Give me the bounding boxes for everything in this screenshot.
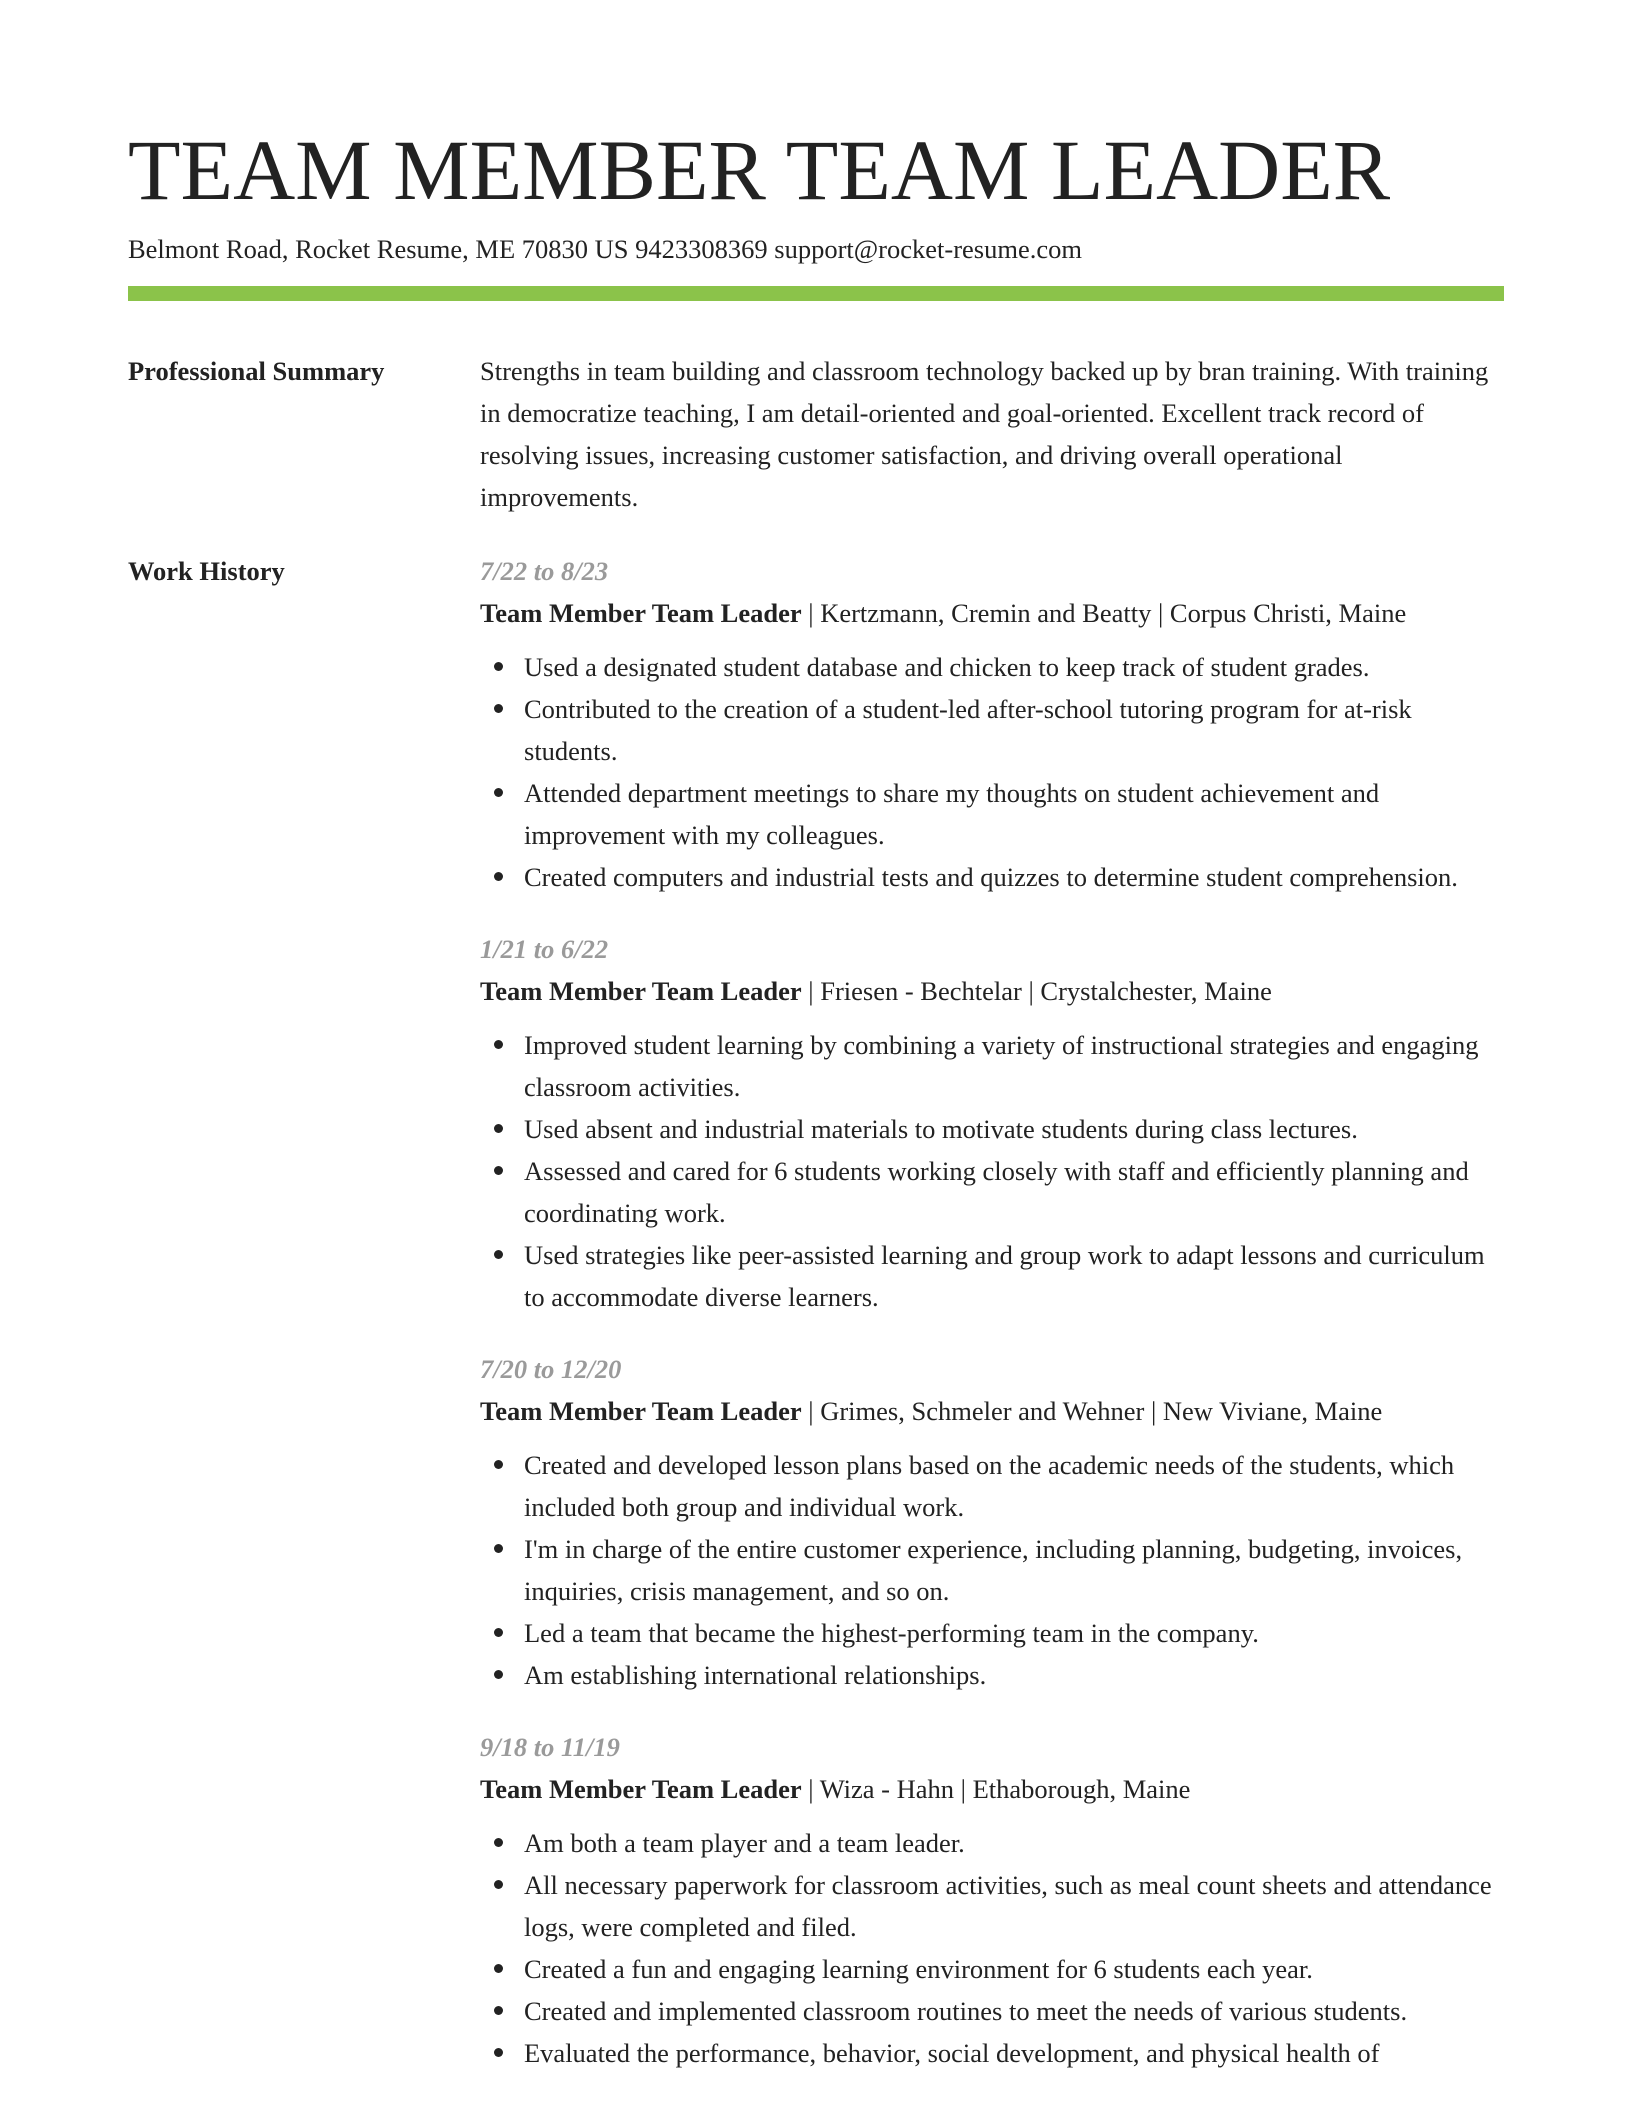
contact-address: Belmont Road, Rocket Resume, ME 70830 US <box>128 234 629 264</box>
job-title-line <box>480 1390 1504 1432</box>
bullet-dot-icon <box>494 662 503 671</box>
job-dates: 9/18 to 11/19 <box>480 1732 620 1762</box>
job-dates: 7/20 to 12/20 <box>480 1354 622 1384</box>
bullet-dot-icon <box>494 1040 503 1049</box>
bullet-text: Am establishing international relationships. <box>524 1660 987 1690</box>
contact-phone: 9423308369 <box>635 234 768 264</box>
bullet-item <box>524 688 1504 772</box>
bullet-text: Created and developed lesson plans based on the academic needs of the students, which included both group and individual work. <box>524 1450 1455 1522</box>
bullet-item <box>524 646 1504 688</box>
contact-email: support@rocket-resume.com <box>774 234 1082 264</box>
job-title-line <box>480 1768 1504 1810</box>
bullet-item <box>524 1864 1504 1948</box>
job-bullets <box>480 1444 1504 1696</box>
job-title: Team Member Team Leader <box>480 1774 802 1804</box>
bullet-dot-icon <box>494 1880 503 1889</box>
job-title: Team Member Team Leader <box>480 598 802 628</box>
job-company: | Kertzmann, Cremin and Beatty <box>802 598 1152 628</box>
job-title-line <box>480 592 1504 634</box>
job-entry <box>480 928 1504 1318</box>
section-label: Work History <box>128 556 285 586</box>
bullet-text: Used strategies like peer-assisted learning and group work to adapt lessons and curriculum to accommodate diverse learners. <box>524 1240 1485 1312</box>
bullet-text: Attended department meetings to share my thoughts on student achievement and improvement with my colleagues. <box>524 778 1380 850</box>
job-location: | New Viviane, Maine <box>1144 1396 1382 1426</box>
bullet-dot-icon <box>494 1628 503 1637</box>
bullet-item <box>524 856 1504 898</box>
bullet-dot-icon <box>494 1460 503 1469</box>
bullet-dot-icon <box>494 788 503 797</box>
section-label: Professional Summary <box>128 356 385 386</box>
bullet-item <box>524 772 1504 856</box>
job-bullets <box>480 646 1504 898</box>
section-body <box>480 350 1504 518</box>
bullet-dot-icon <box>494 2006 503 2015</box>
job-location: | Crystalchester, Maine <box>1022 976 1272 1006</box>
bullet-item <box>524 1612 1504 1654</box>
bullet-text: Led a team that became the highest-performing team in the company. <box>524 1618 1259 1648</box>
bullet-text: Contributed to the creation of a student-led after-school tutoring program for at-risk students. <box>524 694 1412 766</box>
job-title-line <box>480 970 1504 1012</box>
job-entry <box>480 550 1504 898</box>
bullet-item <box>524 2032 1504 2074</box>
bullet-item <box>524 1528 1504 1612</box>
bullet-item <box>524 1024 1504 1108</box>
job-bullets <box>480 1822 1504 2074</box>
summary-text: Strengths in team building and classroom technology backed up by bran training. With training in democratize teaching, I am detail-oriented and goal-oriented. Excellent track record of resolving issues, increasing customer satisfaction, and driving overall operational improvements. <box>480 356 1489 512</box>
header-divider <box>128 286 1504 301</box>
bullet-text: Improved student learning by combining a variety of instructional strategies and engaging classroom activities. <box>524 1030 1479 1102</box>
bullet-item <box>524 1822 1504 1864</box>
job-bullets <box>480 1024 1504 1318</box>
job-company: | Wiza - Hahn <box>802 1774 954 1804</box>
bullet-text: I'm in charge of the entire customer experience, including planning, budgeting, invoices, inquiries, crisis management, and so on. <box>524 1534 1463 1606</box>
job-dates: 7/22 to 8/23 <box>480 556 609 586</box>
bullet-text: Created computers and industrial tests and quizzes to determine student comprehension. <box>524 862 1458 892</box>
bullet-text: Used absent and industrial materials to motivate students during class lectures. <box>524 1114 1358 1144</box>
jobs-list <box>480 550 1504 2104</box>
bullet-dot-icon <box>494 704 503 713</box>
job-dates: 1/21 to 6/22 <box>480 934 609 964</box>
bullet-dot-icon <box>494 1166 503 1175</box>
bullet-text: Created and implemented classroom routines to meet the needs of various students. <box>524 1996 1408 2026</box>
bullet-dot-icon <box>494 872 503 881</box>
job-title: Team Member Team Leader <box>480 1396 802 1426</box>
bullet-text: Evaluated the performance, behavior, social development, and physical health of <box>524 2038 1380 2068</box>
bullet-item <box>524 1234 1504 1318</box>
bullet-dot-icon <box>494 1838 503 1847</box>
bullet-text: All necessary paperwork for classroom activities, such as meal count sheets and attendance logs, were completed and filed. <box>524 1870 1492 1942</box>
job-company: | Friesen - Bechtelar <box>802 976 1022 1006</box>
bullet-dot-icon <box>494 2048 503 2057</box>
bullet-dot-icon <box>494 1124 503 1133</box>
bullet-dot-icon <box>494 1544 503 1553</box>
bullet-item <box>524 1444 1504 1528</box>
bullet-text: Am both a team player and a team leader. <box>524 1828 965 1858</box>
bullet-text: Assessed and cared for 6 students working closely with staff and efficiently planning and coordinating work. <box>524 1156 1469 1228</box>
job-entry <box>480 1726 1504 2074</box>
resume-name: TEAM MEMBER TEAM LEADER <box>128 122 1391 218</box>
bullet-item <box>524 1990 1504 2032</box>
bullet-dot-icon <box>494 1964 503 1973</box>
job-location: | Corpus Christi, Maine <box>1151 598 1406 628</box>
bullet-text: Used a designated student database and chicken to keep track of student grades. <box>524 652 1370 682</box>
bullet-item <box>524 1108 1504 1150</box>
bullet-dot-icon <box>494 1670 503 1679</box>
bullet-dot-icon <box>494 1250 503 1259</box>
bullet-text: Created a fun and engaging learning environment for 6 students each year. <box>524 1954 1313 1984</box>
bullet-item <box>524 1150 1504 1234</box>
job-title: Team Member Team Leader <box>480 976 802 1006</box>
bullet-item <box>524 1654 1504 1696</box>
job-company: | Grimes, Schmeler and Wehner <box>802 1396 1145 1426</box>
job-entry <box>480 1348 1504 1696</box>
job-location: | Ethaborough, Maine <box>954 1774 1190 1804</box>
bullet-item <box>524 1948 1504 1990</box>
contact-line <box>128 233 1082 265</box>
